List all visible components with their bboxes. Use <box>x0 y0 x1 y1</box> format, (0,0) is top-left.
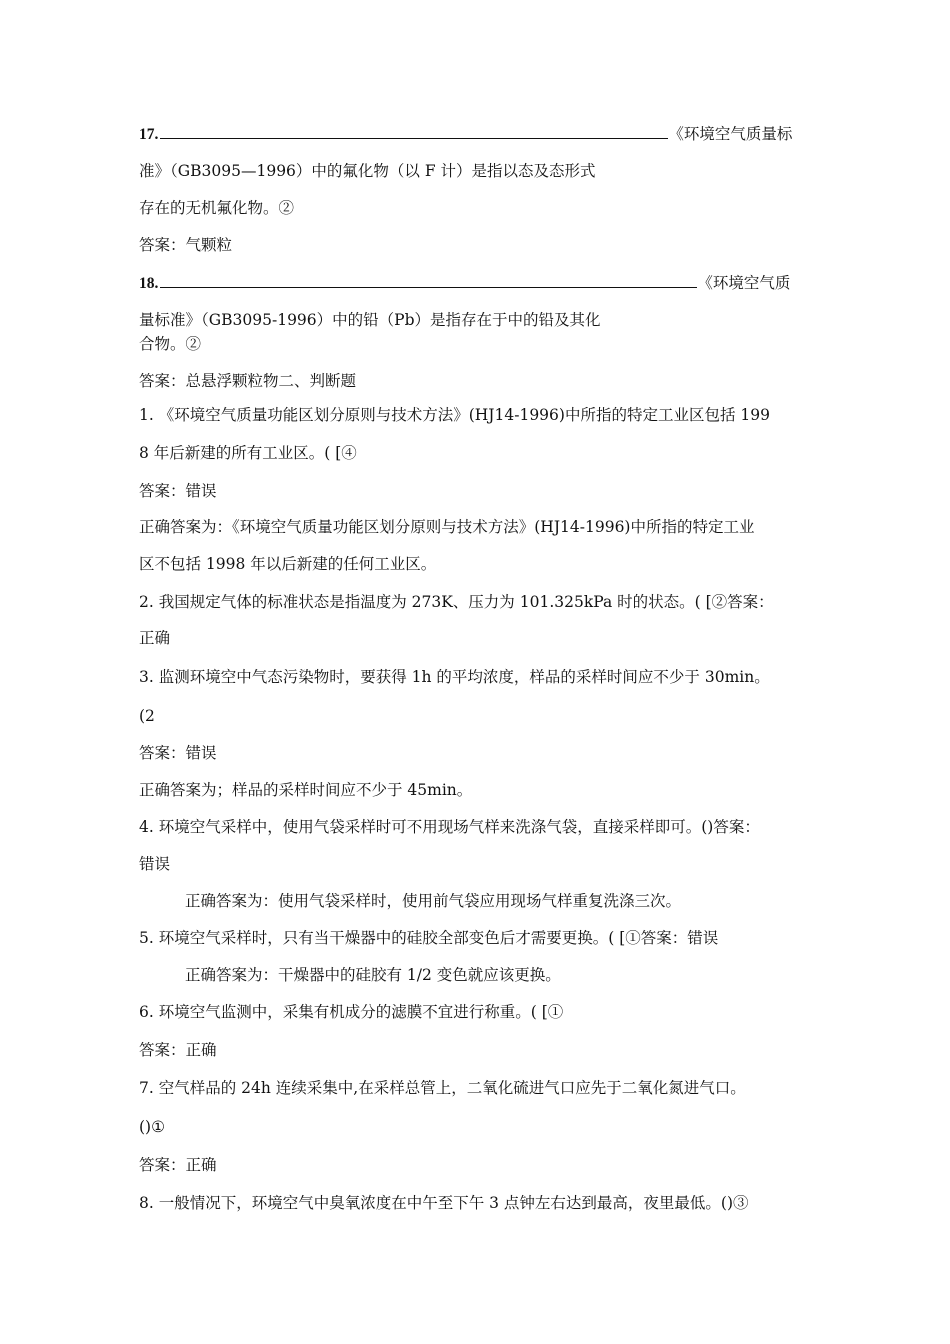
judge-1-line-2: 8 年后新建的所有工业区。( [④ <box>139 444 357 462</box>
judge-3-line-2: (2 <box>139 707 155 725</box>
correction-judge-5: 正确答案为：干燥器中的硅胶有 1/2 变色就应该更换。 <box>185 966 561 984</box>
question-18-text: 《环境空气质 <box>697 275 791 292</box>
judge-7-line-1: 7. 空气样品的 24h 连续采集中,在采样总管上，二氧化硫进气口应先于二氧化氮进气口。 <box>139 1079 746 1097</box>
answer-judge-6: 答案：正确 <box>139 1041 217 1059</box>
question-17-number: 17. <box>139 126 159 143</box>
question-18-line-3: 合物。② <box>139 335 202 353</box>
answer-18-and-section-heading: 答案：总悬浮颗粒物二、判断题 <box>139 372 357 390</box>
answer-judge-7: 答案：正确 <box>139 1156 217 1174</box>
question-17-line-3: 存在的无机氟化物。② <box>139 199 295 217</box>
correction-judge-4: 正确答案为：使用气袋采样时，使用前气袋应用现场气样重复洗涤三次。 <box>185 892 682 910</box>
question-17-text: 《环境空气质量标 <box>668 126 793 143</box>
question-17-blank <box>160 124 668 139</box>
judge-4-line-2: 错误 <box>139 855 171 873</box>
answer-judge-3: 答案：错误 <box>139 744 217 762</box>
judge-2-line-1: 2. 我国规定气体的标准状态是指温度为 273K、压力为 101.325kPa 时的状态。( [②答案： <box>139 593 774 611</box>
judge-5-line-1: 5. 环境空气采样时，只有当干燥器中的硅胶全部变色后才需要更换。( [①答案：错误 <box>139 929 719 947</box>
answer-17: 答案：气颗粒 <box>139 236 233 254</box>
question-17-line-2: 准》（GB3095—1996）中的氟化物（以 F 计）是指以态及态形式 <box>139 162 596 180</box>
question-18-line-1 <box>139 273 790 294</box>
correction-judge-1-line-1: 正确答案为：《环境空气质量功能区划分原则与技术方法》(HJ14-1996)中所指的特定工业 <box>139 518 755 536</box>
judge-3-line-1: 3. 监测环境空中气态污染物时，要获得 1h 的平均浓度，样品的采样时间应不少于 30min。 <box>139 668 770 686</box>
question-17-line-1 <box>139 124 792 145</box>
judge-7-line-2: ()① <box>139 1118 165 1136</box>
judge-2-line-2: 正确 <box>139 629 171 647</box>
judge-4-line-1: 4. 环境空气采样中，使用气袋采样时可不用现场气样来洗涤气袋，直接采样即可。()答案： <box>139 818 760 836</box>
judge-8-line-1: 8. 一般情况下，环境空气中臭氧浓度在中午至下午 3 点钟左右达到最高，夜里最低。()③ <box>139 1194 749 1212</box>
question-18-number: 18. <box>139 275 159 292</box>
judge-6-line-1: 6. 环境空气监测中，采集有机成分的滤膜不宜进行称重。( [① <box>139 1003 564 1021</box>
question-18-line-2: 量标准》（GB3095-1996）中的铅（Pb）是指存在于中的铅及其化 <box>139 311 601 329</box>
judge-1-line-1: 1. 《环境空气质量功能区划分原则与技术方法》(HJ14-1996)中所指的特定工业区包括 199 <box>139 406 770 424</box>
answer-judge-1: 答案：错误 <box>139 482 217 500</box>
correction-judge-3: 正确答案为；样品的采样时间应不少于 45min。 <box>139 781 473 799</box>
correction-judge-1-line-2: 区不包括 1998 年以后新建的任何工业区。 <box>139 555 437 573</box>
question-18-blank <box>160 273 697 288</box>
